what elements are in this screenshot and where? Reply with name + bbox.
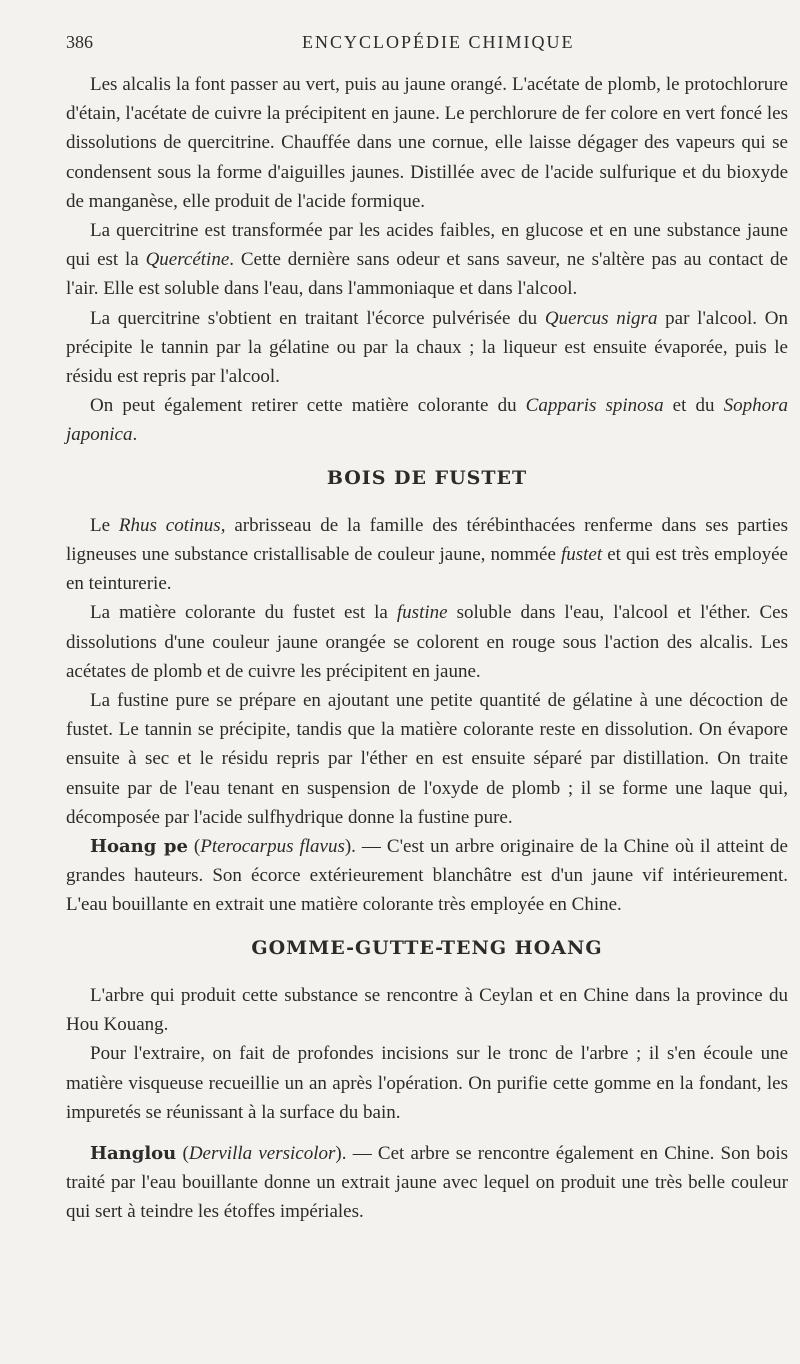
running-title: ENCYCLOPÉDIE CHIMIQUE bbox=[302, 32, 575, 52]
entry-hoang-pe bbox=[66, 832, 788, 920]
paragraph-text: ). — Cet arbre se rencontre également en Chine. Son bois traité par l'eau bouillante donne un extrait jaune avec lequel on produit une très belle couleur qui sert à teindre les étoffes impériales. bbox=[66, 1142, 788, 1223]
section-title-gomme-gutte: GOMME-GUTTE-TENG HOANG bbox=[251, 936, 603, 959]
paragraph-text: La quercitrine est transformée par les acides faibles, en glucose et en une substance jaune qui est la bbox=[66, 220, 788, 271]
page-content bbox=[66, 70, 788, 1227]
paragraph-text: . bbox=[132, 424, 138, 446]
paragraph-text: par l'alcool. On précipite le tannin par la gélatine ou par la chaux ; la liqueur est ensuite évaporée, puis le résidu est repris par l'alcool. bbox=[66, 307, 789, 388]
paragraph-other-sources bbox=[66, 391, 788, 449]
paragraph-text: soluble dans l'eau, l'alcool et l'éther. Ces dissolutions d'une couleur jaune orangée se colorent en rouge sous l'action des alcalis. Les acétates de plomb et de cuivre les précipitent en jaune. bbox=[66, 602, 789, 682]
italic-term: Sophora japonica bbox=[66, 395, 788, 446]
paragraph-text: et qui est très employée en teinturerie. bbox=[66, 544, 788, 595]
entry-hanglou bbox=[66, 1139, 788, 1227]
paragraph-rhus-cotinus bbox=[66, 511, 788, 599]
paragraph-gomme-extraction bbox=[66, 1039, 788, 1127]
paragraph-text: Pour l'extraire, on fait de profondes incisions sur le tronc de l'arbre ; il s'en écoule une matière visqueuse recueillie un an après l'opération. On purifie cette gomme en la fondant, les impuretés se réunissant à la surface du bain. bbox=[66, 1043, 788, 1123]
paragraph-text: ( bbox=[187, 836, 201, 858]
paragraph-text: On peut également retirer cette matière colorante du bbox=[90, 395, 526, 417]
italic-term: Capparis spinosa bbox=[525, 395, 664, 417]
paragraph-text: et du bbox=[663, 395, 724, 417]
paragraph-text: ( bbox=[176, 1142, 189, 1164]
paragraph-text: L'arbre qui produit cette substance se rencontre à Ceylan et en Chine dans la province du Hou Kouang. bbox=[66, 984, 788, 1036]
paragraph-alcalis bbox=[66, 70, 788, 216]
page-number: 386 bbox=[66, 32, 93, 52]
entry-term: Hoang pe bbox=[90, 836, 188, 858]
paragraph-text: La fustine pure se prépare en ajoutant une petite quantité de gélatine à une décoction de fustet. Le tannin se précipite, tandis que la matière colorante reste en dissolution. On évapore ensuite à sec et le résidu repris par l'éther en est ensuite séparé par distillation. On traite ensuite par de l'eau tenant en suspension de l'oxyde de plomb ; il se forme une laque qui, décomposée par l'acide sulfhydrique donne la fustine pure. bbox=[66, 690, 788, 828]
italic-term: fustet bbox=[560, 544, 603, 566]
paragraph-text: , arbrisseau de la famille des térébinthacées renferme dans ses parties ligneuses une substance cristallisable de couleur jaune, nommée bbox=[66, 514, 788, 566]
paragraph-text: ). — C'est un arbre originaire de la Chine où il atteint de grandes hauteurs. Son écorce extérieurement blanchâtre est d'un jaune vif intérieurement. L'eau bouillante en extrait une matière colorante très employée en Chine. bbox=[66, 836, 788, 916]
paragraph-text: La matière colorante du fustet est la bbox=[90, 602, 397, 624]
italic-term: Quercus nigra bbox=[544, 307, 658, 329]
italic-term: Rhus cotinus bbox=[118, 514, 221, 536]
italic-term: Pterocarpus flavus bbox=[200, 836, 345, 858]
section-title-bois-de-fustet: BOIS DE FUSTET bbox=[326, 466, 528, 489]
italic-term: Dervilla versicolor bbox=[188, 1142, 336, 1164]
paragraph-text: La quercitrine s'obtient en traitant l'écorce pulvérisée du bbox=[90, 307, 545, 329]
entry-term: Hanglou bbox=[90, 1142, 177, 1164]
paragraph-gomme-origin bbox=[66, 981, 788, 1039]
paragraph-quercitrine-obtain bbox=[66, 304, 788, 392]
paragraph-fustine bbox=[66, 598, 788, 686]
paragraph-fustine-preparation bbox=[66, 686, 788, 832]
paragraph-text: . Cette dernière sans odeur et sans saveur, ne s'altère pas au contact de l'air. Elle est soluble dans l'eau, dans l'ammoniaque et dans l'alcool. bbox=[66, 249, 788, 300]
paragraph-quercitrine-transform bbox=[66, 216, 788, 304]
italic-term: Quercétine bbox=[145, 249, 230, 271]
italic-term: fustine bbox=[396, 602, 448, 624]
paragraph-text: Le bbox=[90, 514, 119, 536]
page-header bbox=[66, 30, 760, 56]
paragraph-text: Les alcalis la font passer au vert, puis au jaune orangé. L'acétate de plomb, le protochlorure d'étain, l'acétate de cuivre la précipitent en jaune. Le perchlorure de fer colore en vert foncé les dissolutions de quercitrine. Chauffée dans une cornue, elle laisse dégager des vapeurs qui se condensent sous la forme d'aiguilles jaunes. Distillée avec de l'acide sulfurique et du bioxyde de manganèse, elle produit de l'acide formique. bbox=[66, 74, 788, 212]
